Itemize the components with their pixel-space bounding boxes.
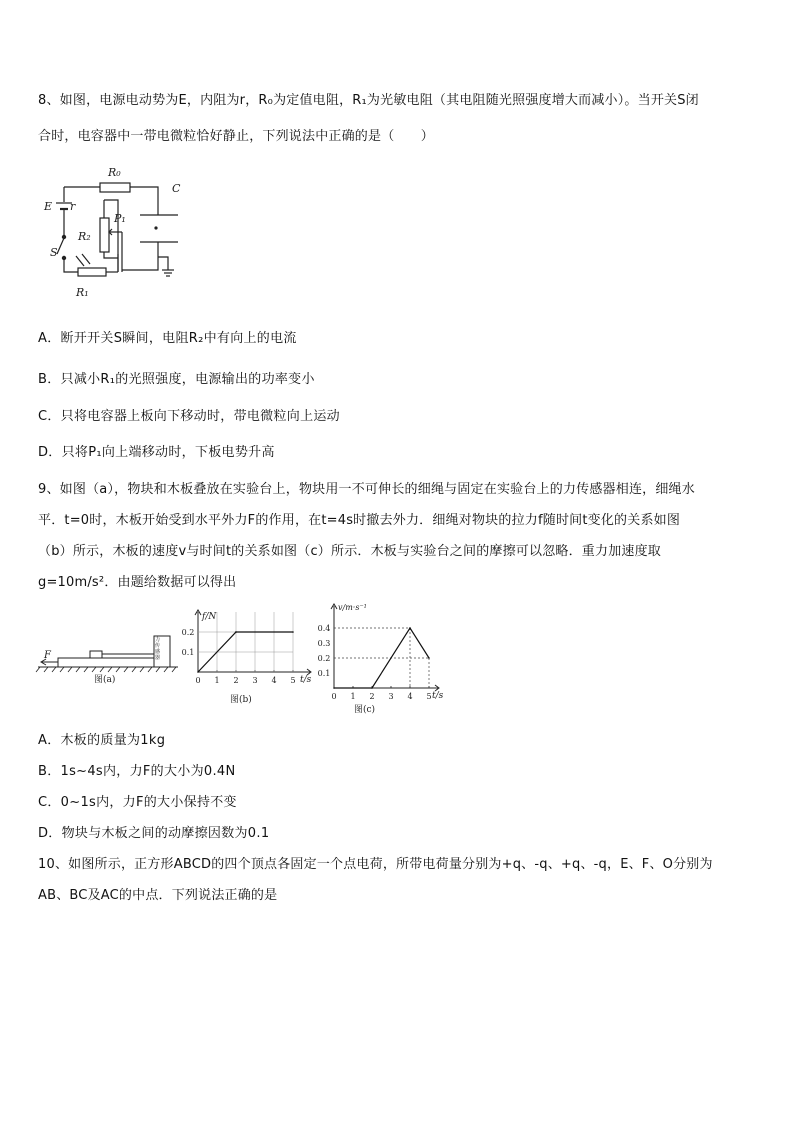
q9-option-a: A．木板的质量为1kg bbox=[38, 733, 166, 748]
x-tick-label: 0 bbox=[195, 676, 201, 685]
label-r0: R₀ bbox=[108, 166, 121, 179]
y-tick-label: 0.1 bbox=[181, 648, 195, 657]
q9-figure-a bbox=[38, 630, 186, 686]
x-tick-label: 1 bbox=[214, 676, 220, 685]
fig-c-caption: 图(c) bbox=[354, 705, 376, 715]
x-tick-label: 4 bbox=[271, 676, 277, 685]
fig-b-ylabel: f/N bbox=[202, 612, 217, 622]
q8-stem-line1: 8、如图，电源电动势为E，内阻为r，R₀为定值电阻，R₁为光敏电阻（其电阻随光照强度增大而减小）。当开关S闭 bbox=[38, 93, 699, 108]
label-r2: R₂ bbox=[78, 230, 91, 243]
fig-c-xlabel: t/s bbox=[432, 691, 444, 701]
x-tick-label: 3 bbox=[388, 692, 394, 701]
x-tick-label: 5 bbox=[426, 692, 432, 701]
x-tick-label: 2 bbox=[369, 692, 375, 701]
data-point bbox=[197, 671, 199, 673]
force-sensor-label: 力传感器 bbox=[155, 637, 161, 661]
data-point bbox=[292, 631, 294, 633]
label-r: r bbox=[70, 200, 76, 213]
data-point bbox=[333, 687, 335, 689]
y-tick-label: 0.3 bbox=[317, 639, 331, 648]
data-point bbox=[409, 627, 411, 629]
q9-figure-b bbox=[181, 606, 318, 710]
fig-b-caption: 图(b) bbox=[230, 695, 252, 705]
x-tick-label: 0 bbox=[331, 692, 337, 701]
force-f-label: F bbox=[44, 650, 51, 661]
data-point bbox=[428, 657, 430, 659]
label-e: E bbox=[44, 200, 53, 213]
label-r1: R₁ bbox=[76, 286, 89, 299]
q9-option-d: D．物块与木板之间的动摩擦因数为0.1 bbox=[38, 826, 270, 841]
x-tick-label: 2 bbox=[233, 676, 239, 685]
q9-figure-c bbox=[317, 600, 444, 716]
x-tick-label: 4 bbox=[407, 692, 413, 701]
data-point bbox=[371, 687, 373, 689]
y-tick-label: 0.2 bbox=[181, 628, 195, 637]
q8-option-b: B．只减小R₁的光照强度，电源输出的功率变小 bbox=[38, 372, 315, 387]
q9-stem-line1: 9、如图（a），物块和木板叠放在实验台上，物块用一不可伸长的细绳与固定在实验台上的力传感器相连，细绳水 bbox=[38, 482, 695, 497]
label-s: S bbox=[50, 246, 58, 259]
q8-option-a: A．断开开关S瞬间，电阻R₂中有向上的电流 bbox=[38, 331, 297, 346]
q10-stem-line1: 10、如图所示，正方形ABCD的四个顶点各固定一个点电荷，所带电荷量分别为+q、-q、+q、-q，E、F、O分别为 bbox=[38, 857, 713, 872]
q9-stem-line2: 平．t=0时，木板开始受到水平外力F的作用，在t=4s时撤去外力．细绳对物块的拉力f随时间t变化的关系如图 bbox=[38, 513, 681, 528]
q8-option-c: C．只将电容器上板向下移动时，带电微粒向上运动 bbox=[38, 409, 340, 424]
x-tick-label: 3 bbox=[252, 676, 258, 685]
q9-stem-line3: （b）所示，木板的速度v与时间t的关系如图（c）所示．木板与实验台之间的摩擦可以忽略．重力加速度取 bbox=[38, 544, 661, 559]
x-tick-label: 1 bbox=[350, 692, 356, 701]
q9-option-b: B．1s~4s内，力F的大小为0.4N bbox=[38, 764, 236, 779]
data-point bbox=[235, 631, 237, 633]
y-tick-label: 0.4 bbox=[317, 624, 331, 633]
q8-circuit-figure bbox=[40, 160, 200, 308]
label-p1: P₁ bbox=[114, 212, 126, 225]
fig-c-ylabel: v/m·s⁻¹ bbox=[338, 603, 367, 612]
q9-stem-line4: g=10m/s²．由题给数据可以得出 bbox=[38, 575, 237, 590]
q10-stem-line2: AB、BC及AC的中点．下列说法正确的是 bbox=[38, 888, 278, 903]
fig-a-caption: 图(a) bbox=[94, 675, 116, 685]
y-tick-label: 0.1 bbox=[317, 669, 331, 678]
q8-stem-line2: 合时，电容器中一带电微粒恰好静止，下列说法中正确的是（ ） bbox=[38, 129, 435, 144]
y-tick-label: 0.2 bbox=[317, 654, 331, 663]
q9-option-c: C．0~1s内，力F的大小保持不变 bbox=[38, 795, 237, 810]
q8-option-d: D．只将P₁向上端移动时，下板电势升高 bbox=[38, 445, 275, 460]
fig-b-xlabel: t/s bbox=[300, 675, 312, 685]
x-tick-label: 5 bbox=[290, 676, 296, 685]
label-c: C bbox=[172, 182, 181, 195]
